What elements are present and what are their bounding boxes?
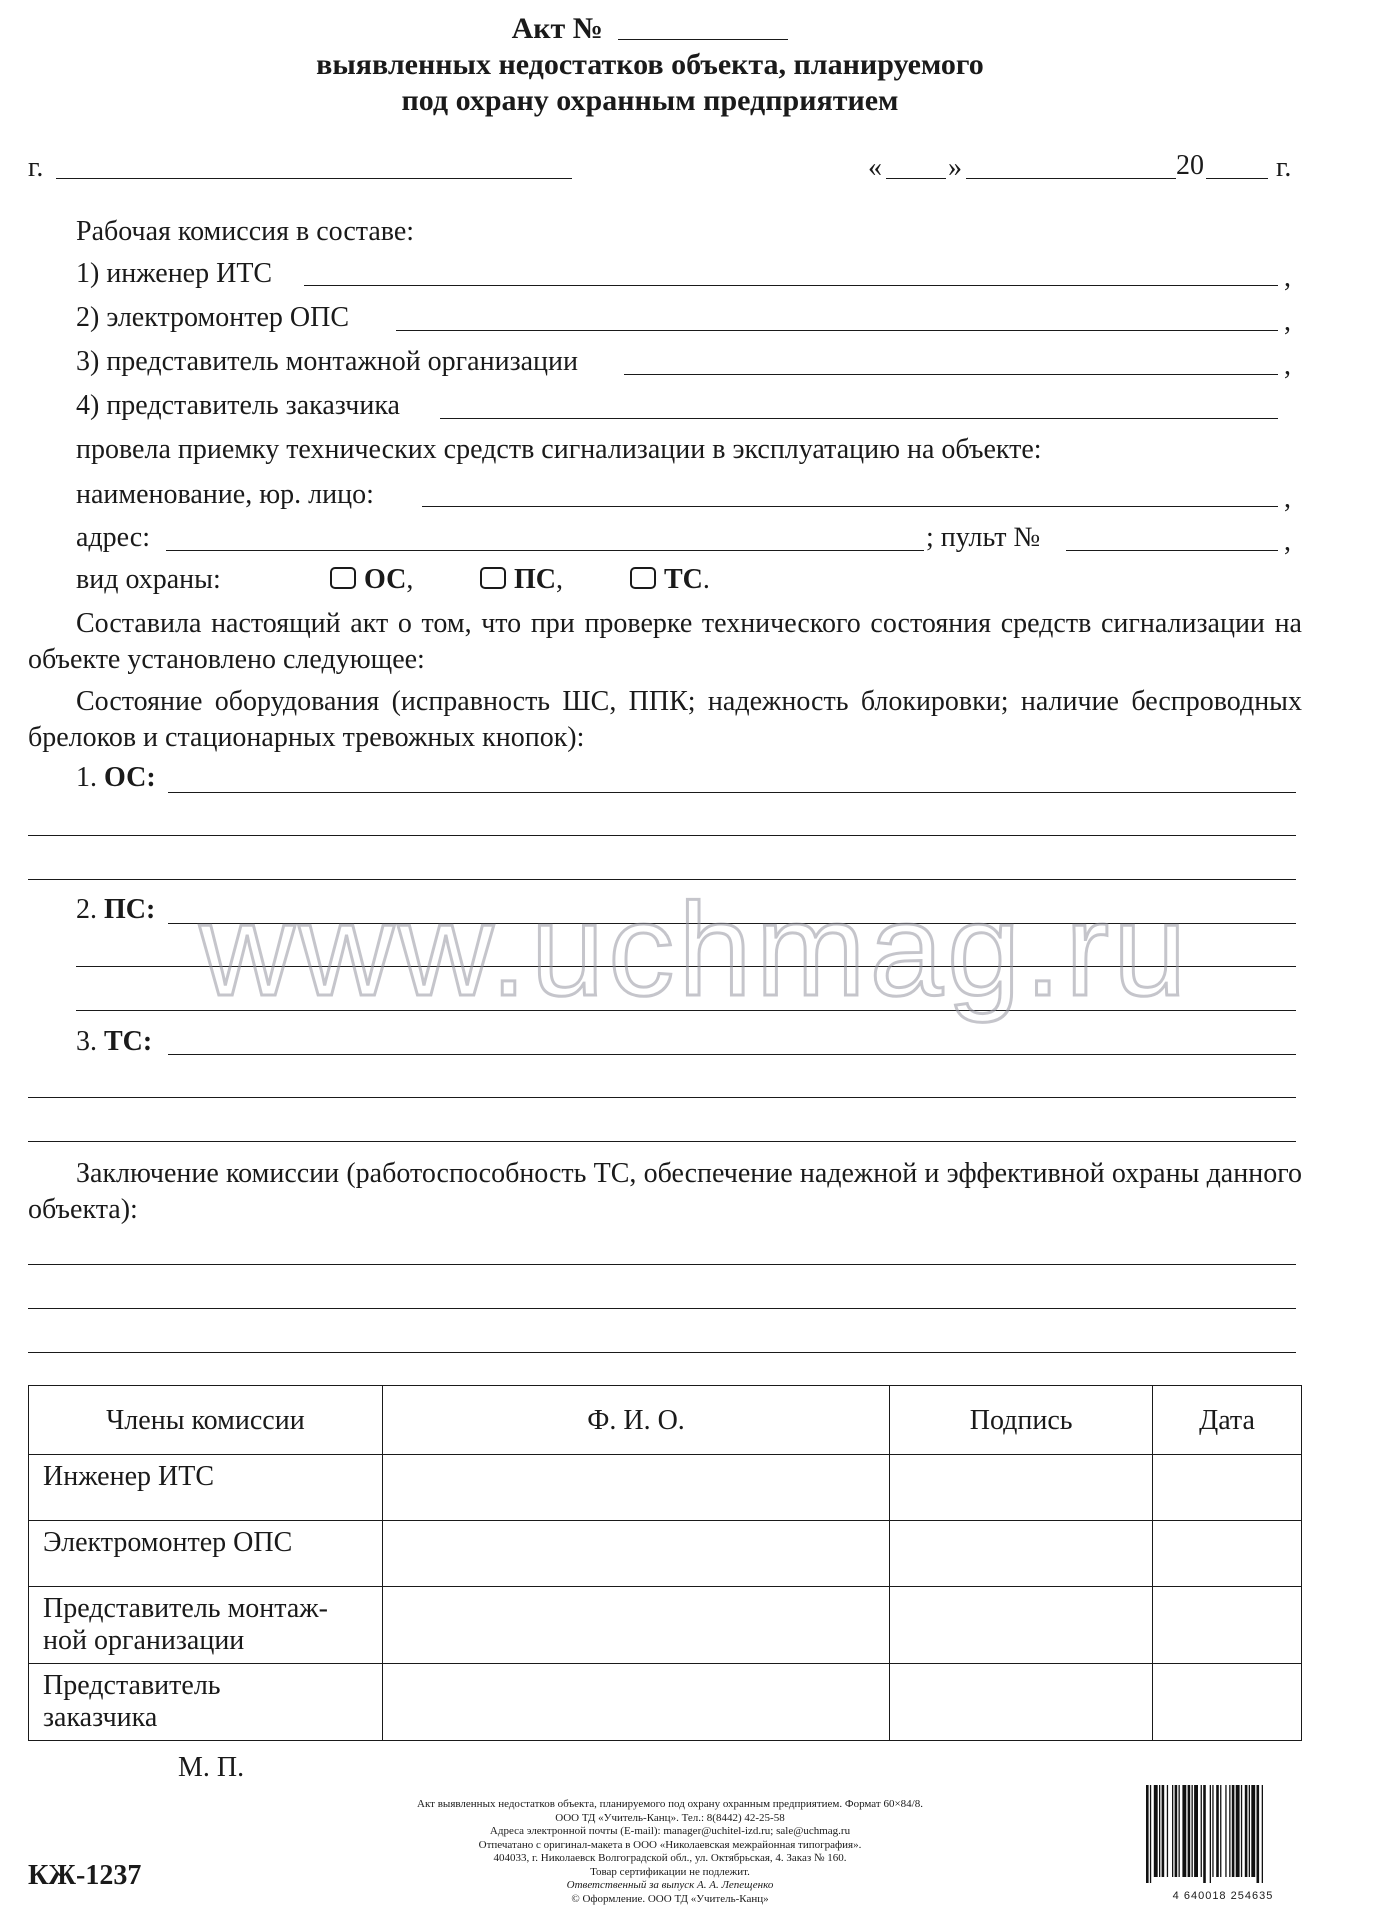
date-quote-open: «: [868, 152, 882, 183]
barcode-bar: [1216, 1785, 1219, 1877]
security-option-os[interactable]: [330, 564, 413, 596]
date-year-field[interactable]: [1206, 178, 1268, 179]
fio-cell[interactable]: [382, 1587, 889, 1664]
fio-cell[interactable]: [382, 1455, 889, 1521]
signature-cell[interactable]: [890, 1455, 1153, 1521]
date-quote-close: »: [948, 152, 962, 183]
table-header-row: [29, 1386, 1302, 1455]
equipment-text: Состояние оборудования (исправность ШС, ППК; надежность блокировки; наличие беспроводных брелоков и стационарных тревожных кнопок):: [28, 686, 1302, 753]
item1-number: 1.: [76, 762, 97, 793]
col-fio: Ф. И. О.: [382, 1386, 889, 1455]
col-signature: Подпись: [890, 1386, 1153, 1455]
imprint-line: Отпечатано с оригинал-макета в ООО «Николаевская межрайонная типография».: [478, 1838, 862, 1851]
security-option-ts[interactable]: [630, 564, 710, 596]
imprint-line: Ответственный за выпуск А. А. Лепещенко: [566, 1879, 774, 1891]
barcode-bar: [1146, 1785, 1149, 1883]
fio-cell[interactable]: [382, 1521, 889, 1587]
member-engineer-comma: ,: [1284, 262, 1291, 293]
act-title-line2: выявленных недостатков объекта, планируемого: [316, 48, 984, 81]
barcode-bars: [1144, 1785, 1302, 1883]
item3-line3[interactable]: [28, 1141, 1296, 1142]
equipment-paragraph: [28, 684, 1302, 756]
table-row: [29, 1521, 1302, 1587]
date-month-field[interactable]: [966, 178, 1176, 179]
commission-intro: Рабочая комиссия в составе:: [76, 216, 415, 247]
security-type-label: вид охраны:: [76, 564, 221, 595]
conclusion-line3[interactable]: [28, 1352, 1296, 1353]
table-row: [29, 1587, 1302, 1664]
act-number-label: Акт №: [511, 12, 603, 45]
imprint-line: Акт выявленных недостатков объекта, планируемого под охрану охранным предприятием. Формат 60×84/8.: [417, 1798, 923, 1810]
ts-sep: .: [702, 564, 710, 595]
act-title-line3: под охрану охранным предприятием: [401, 84, 899, 117]
conclusion-line2[interactable]: [28, 1308, 1296, 1309]
date-cell[interactable]: [1153, 1587, 1302, 1664]
member-installer-comma: ,: [1284, 350, 1291, 381]
city-field[interactable]: [56, 178, 572, 179]
barcode-bar: [1249, 1785, 1250, 1877]
member-electrician-field[interactable]: [396, 330, 1278, 331]
item3-number: 3.: [76, 1026, 97, 1057]
item3-line2[interactable]: [28, 1097, 1296, 1098]
barcode-bar: [1194, 1785, 1198, 1877]
imprint-line: Адреса электронной почты (E-mail): manager@uchitel-izd.ru; sale@uchmag.ru: [489, 1825, 851, 1837]
date-cell[interactable]: [1153, 1664, 1302, 1741]
date-year-prefix: 20: [1176, 150, 1204, 181]
imprint-line: ООО ТД «Учитель-Канц». Тел.: 8(8442) 42-25-58: [555, 1811, 785, 1824]
signature-cell[interactable]: [890, 1521, 1153, 1587]
ts-checkbox[interactable]: [630, 567, 656, 589]
item1-label: ОС:: [104, 762, 156, 793]
os-label: ОС: [364, 564, 407, 595]
item2-label: ПС:: [104, 894, 156, 925]
commission-table: [28, 1385, 1302, 1741]
row-member-label: Электромонтер ОПС: [29, 1521, 383, 1587]
acceptance-text: провела приемку технических средств сигнализации в эксплуатацию на объекте:: [76, 434, 1042, 465]
item2-number: 2.: [76, 894, 97, 925]
ps-label: ПС: [514, 564, 556, 595]
signature-cell[interactable]: [890, 1587, 1153, 1664]
barcode-bar: [1167, 1785, 1168, 1877]
col-date: Дата: [1153, 1386, 1302, 1455]
conclusion-text: Заключение комиссии (работоспособность ТС, обеспечение надежной и эффективной охраны данного объекта):: [28, 1158, 1302, 1225]
imprint: [360, 1798, 980, 1906]
barcode-bar: [1179, 1785, 1180, 1877]
barcode-bar: [1236, 1785, 1240, 1877]
barcode-bar: [1154, 1785, 1158, 1877]
member-electrician-label: 2) электромонтер ОПС: [76, 302, 349, 333]
product-code: КЖ-1237: [28, 1860, 142, 1891]
console-comma: ,: [1284, 526, 1291, 557]
ps-checkbox[interactable]: [480, 567, 506, 589]
barcode-bar: [1262, 1785, 1263, 1883]
row-member-label: Представитель монтаж- ной организации: [29, 1587, 383, 1664]
row-member-label: Инженер ИТС: [29, 1455, 383, 1521]
barcode-bar: [1182, 1785, 1186, 1877]
imprint-line: 404033, г. Николаевск Волгоградской обл., ул. Октябрьская, 4. Заказ № 160.: [493, 1852, 847, 1864]
barcode-bar: [1220, 1785, 1221, 1877]
watermark: www.uchmag.ru: [199, 876, 1191, 1023]
barcode-bar: [1192, 1785, 1193, 1877]
city-prefix: г.: [28, 152, 44, 183]
barcode-bar: [1203, 1785, 1206, 1883]
date-cell[interactable]: [1153, 1521, 1302, 1587]
object-name-comma: ,: [1284, 483, 1291, 514]
barcode-bar: [1188, 1785, 1191, 1877]
member-installer-label: 3) представитель монтажной организации: [76, 346, 579, 377]
fio-cell[interactable]: [382, 1664, 889, 1741]
security-option-ps[interactable]: [480, 564, 563, 596]
col-members: Члены комиссии: [29, 1386, 383, 1455]
item1-line2[interactable]: [28, 835, 1296, 836]
object-address-field[interactable]: [166, 550, 924, 551]
compiled-text: Составила настоящий акт о том, что при проверке технического состояния средств сигнализации на объекте установлено следующее:: [28, 608, 1302, 675]
member-engineer-field[interactable]: [304, 285, 1278, 286]
row-member-label: Представитель заказчика: [29, 1664, 383, 1741]
conclusion-paragraph: [28, 1156, 1302, 1228]
barcode-bar: [1212, 1785, 1213, 1877]
member-installer-field[interactable]: [624, 374, 1278, 375]
date-year-suffix: г.: [1276, 152, 1292, 183]
console-number-field[interactable]: [1066, 550, 1278, 551]
item1-heading: [76, 762, 156, 794]
barcode-bar: [1159, 1785, 1160, 1877]
barcode-bar: [1232, 1785, 1235, 1877]
barcode-bar: [1225, 1785, 1226, 1877]
barcode: [1144, 1785, 1302, 1900]
barcode-bar: [1257, 1785, 1260, 1883]
imprint-line: © Оформление. ООО ТД «Учитель-Канц»: [571, 1892, 769, 1905]
barcode-bar: [1229, 1785, 1230, 1877]
barcode-bar: [1150, 1785, 1151, 1883]
barcode-bar: [1251, 1785, 1255, 1877]
member-electrician-comma: ,: [1284, 306, 1291, 337]
member-customer-field[interactable]: [440, 418, 1278, 419]
barcode-bar: [1210, 1785, 1211, 1883]
date-cell[interactable]: [1153, 1455, 1302, 1521]
barcode-bar: [1162, 1785, 1165, 1877]
item3-line1[interactable]: [168, 1054, 1296, 1055]
ts-label: ТС: [664, 564, 703, 595]
object-name-field[interactable]: [422, 506, 1278, 507]
os-checkbox[interactable]: [330, 567, 356, 589]
barcode-bar: [1241, 1785, 1242, 1877]
item3-heading: [76, 1026, 152, 1058]
member-engineer-label: 1) инженер ИТС: [76, 258, 273, 289]
table-row: [29, 1455, 1302, 1521]
table-row: [29, 1664, 1302, 1741]
object-address-label: адрес:: [76, 522, 151, 553]
conclusion-line1[interactable]: [28, 1264, 1296, 1265]
stamp-place: М. П.: [178, 1752, 245, 1783]
compiled-paragraph: [28, 606, 1302, 678]
date-day-field[interactable]: [886, 178, 946, 179]
imprint-line: Товар сертификации не подлежит.: [590, 1865, 750, 1878]
item2-heading: [76, 894, 155, 926]
barcode-bar: [1175, 1785, 1178, 1877]
act-title-line1: [0, 12, 1300, 46]
barcode-digits: 4 640018 254635: [1172, 1890, 1274, 1902]
os-sep: ,: [406, 564, 414, 595]
item3-label: ТС:: [104, 1026, 153, 1057]
barcode-bar: [1201, 1785, 1202, 1877]
barcode-bar: [1245, 1785, 1248, 1877]
console-label: ; пульт №: [926, 522, 1041, 553]
object-name-label: наименование, юр. лицо:: [76, 479, 374, 510]
ps-sep: ,: [556, 564, 563, 595]
item1-line1[interactable]: [168, 792, 1296, 793]
signature-cell[interactable]: [890, 1664, 1153, 1741]
barcode-bar: [1172, 1785, 1173, 1877]
act-number-field[interactable]: [618, 13, 788, 40]
member-customer-label: 4) представитель заказчика: [76, 390, 400, 421]
